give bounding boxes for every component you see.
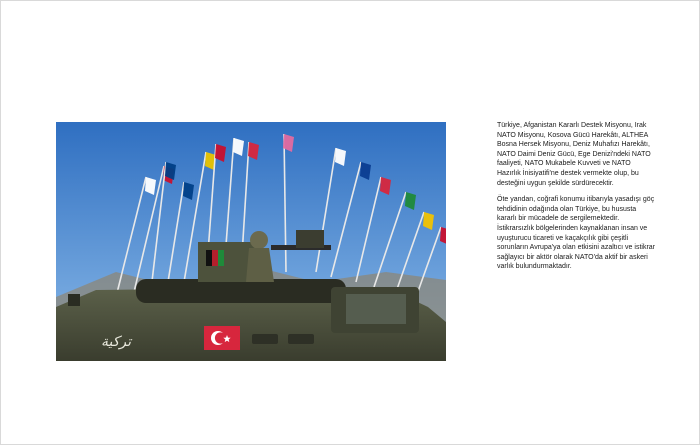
- vehicle-arabic-text: تركية: [101, 334, 132, 350]
- nato-flags-armored-vehicle-photo: [56, 122, 446, 361]
- body-text-column: [497, 121, 655, 279]
- paragraph-migration: Öte yandan, coğrafi konumu itibarıyla yasadışı göç tehdidinin odağında olan Türkiye, bu hususta kararlı bir mücadele de sergilemektedir. İstikrarsızlık bölgelerinden kaynaklanan insan ve uyuşturucu ticareti ve kaçakçılık gibi çeşitli sorunların Avrupa'ya olan etkisini azaltıcı ve istikrar sağlayıcı bir aktör olarak NATO'da aktif bir askeri varlık bulundurmaktadır.: [497, 196, 656, 271]
- paragraph-nato-missions: Türkiye, Afganistan Kararlı Destek Misyonu, Irak NATO Misyonu, Kosova Gücü Harekâtı, ALTHEA Bosna Hersek Misyonu, Deniz Muhafızı Harekâtı, NATO Daimi Deniz Gücü, Ege Denizi'ndeki NATO faaliyeti, NATO Mukabele Kuvveti ve NATO Hazırlık İnisiyatifi'ne destek vermekte olup, bu desteğini uygun şekilde sürdürecektir.: [497, 122, 651, 187]
